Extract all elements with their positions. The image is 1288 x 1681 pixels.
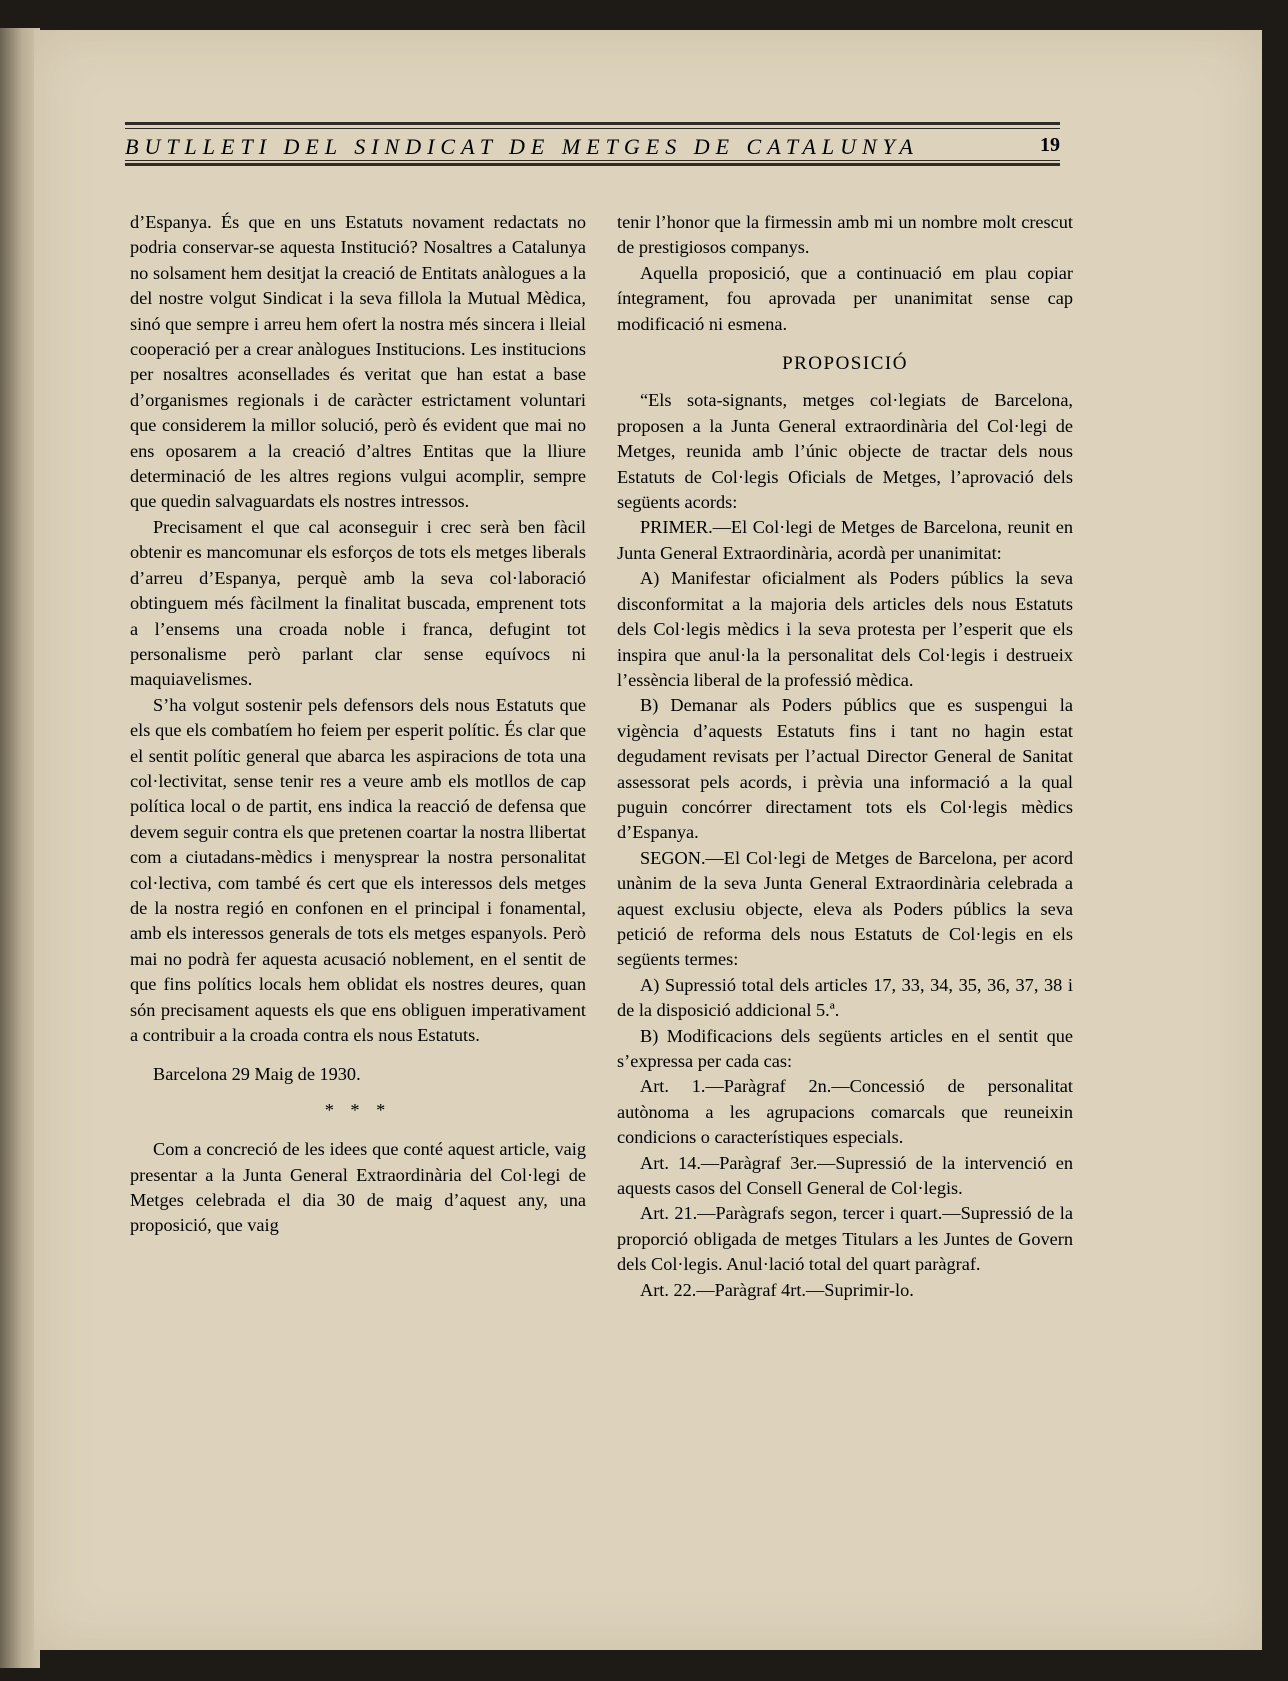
paragraph: B) Demanar als Poders públics que es suspengui la vigència d’aquests Estatuts fins i tant no hagin estat degudament revisats per l’actual Director General de Sanitat assessorat pels acords, i prèvia una informació a la qual puguin concórrer directament tots els Col·legis mèdics d’Espanya.: [617, 695, 1073, 843]
header-rule-top-thin: [125, 128, 1060, 129]
paragraph: Art. 21.—Paràgrafs segon, tercer i quart.—Supressió de la proporció obligada de metges Titulars a les Juntes de Govern dels Col·legis. Anul·lació total del quart paràgraf.: [617, 1203, 1073, 1275]
paragraph: Com a concreció de les idees que conté aquest article, vaig presentar a la Junta General Extraordinària del Col·legi de Metges celebrada el dia 30 de maig d’aquest any, una proposició, que vaig: [130, 1139, 586, 1236]
paragraph: Aquella proposició, que a continuació em plau copiar íntegrament, fou aprovada per unanimitat sense cap modificació ni esmena.: [617, 262, 1073, 334]
paragraph: d’Espanya. És que en uns Estatuts novament redactats no podria conservar-se aquesta Institució? Nosaltres a Catalunya no solsament hem desitjat la creació de Entitats anàlogues a la del nostre volgut Sindicat i la seva fillola la Mutual Mèdica, sinó que sempre i arreu hem ofert la nostra més sincera i lleial cooperació per a crear anàlogues Institucions. Les institucions per nosaltres aconsellades és veritat que han estat a base d’organismes regionals i de caràcter estrictament voluntari que considerem la millor solució, però és evident que mai no ens oposarem a la creació d’altres Entitas que la lliure determinació de les altres regions vulgui acomplir, sempre que quedin salvaguardats els nostres intressos.: [130, 212, 586, 512]
paragraph: SEGON.—El Col·legi de Metges de Barcelona, per acord unànim de la seva Junta General Extraordinària celebrada a aquest exclusiu objecte, eleva als Poders públics la seva petició de reforma dels nous Estatuts de Col·legis en els següents termes:: [617, 847, 1073, 970]
running-header: [125, 96, 1060, 168]
paragraph: S’ha volgut sostenir pels defensors dels nous Estatuts que els que els combatíem ho feiem per esperit polític. És clar que el sentit polític general que abarca les aspiracions de tota una col·lectivitat, sense tenir res a veure amb els motllos de cap política local o de partit, ens indica la reacció de defensa que devem seguir contra els que pretenen coartar la nostra llibertat com a ciutadans-mèdics i menysprear la nostra personalitat col·lectiva, com també és cert que els interessos dels metges de la nostra regió en confonen en el principal i fonamental, amb els interessos generals de tots els metges espanyols. Però mai no podrà fer aquesta acusació noblement, en el sentit de que fins polítics locals hem oblidat els nostres deures, quan són precisament aquests els que ens obliguen imperativament a contribuir a la croada contra els nous Estatuts.: [130, 694, 586, 1045]
paragraph: Art. 22.—Paràgraf 4rt.—Suprimir-lo.: [640, 1279, 914, 1300]
header-rule-top-thick: [125, 122, 1060, 125]
date-line: Barcelona 29 Maig de 1930.: [153, 1064, 361, 1085]
paragraph: B) Modificacions dels següents articles en el sentit que s’expressa per cada cas:: [617, 1025, 1073, 1071]
page-number: 19: [1040, 134, 1060, 156]
paragraph: A) Supressió total dels articles 17, 33, 34, 35, 36, 37, 38 i de la disposició addicional 5.ª.: [617, 974, 1073, 1021]
paragraph: Art. 1.—Paràgraf 2n.—Concessió de personalitat autònoma a les agrupacions comarcals que reuneixin condicions o característiques especials.: [617, 1076, 1073, 1148]
paragraph: tenir l’honor que la firmessin amb mi un nombre molt crescut de prestigiosos companys.: [617, 212, 1073, 258]
paragraph: PRIMER.—El Col·legi de Metges de Barcelona, reunit en Junta General Extraordinària, acordà per unanimitat:: [617, 517, 1073, 563]
section-heading: PROPOSICIÓ: [782, 353, 908, 375]
left-column: [130, 210, 586, 1239]
paragraph: “Els sota-signants, metges col·legiats de Barcelona, proposen a la Junta General extraordinària del Col·legi de Metges, reunida amb l’únic objecte de tractar dels nous Estatuts de Col·legis Oficials de Metges, l’aprovació dels següents acords:: [617, 390, 1073, 513]
paragraph: A) Manifestar oficialment als Poders públics la seva disconformitat a la majoria dels articles dels nous Estatuts dels Col·legis mèdics i la seva protesta per l’esperit que els inspira que anul·la la personalitat dels Col·legis i destrueix l’essència liberal de la professió mèdica.: [617, 568, 1073, 690]
header-rule-bottom-thick: [125, 163, 1060, 166]
journal-title: BUTLLETI DEL SINDICAT DE METGES DE CATALUNYA: [125, 134, 919, 159]
paragraph: Art. 14.—Paràgraf 3er.—Supressió de la intervenció en aquests casos del Consell General de Col·legis.: [617, 1152, 1073, 1199]
header-rule-bottom-thin: [125, 160, 1060, 161]
section-separator: * * *: [324, 1099, 392, 1120]
paragraph: Precisament el que cal aconseguir i crec serà ben fàcil obtenir es mancomunar els esforços de tots els metges liberals d’arreu d’Espanya, perquè amb la seva col·laboració obtinguem més fàcilment la finalitat buscada, emprenent tots a l’ensems una croada noble i franca, defugint tot personalisme però parlant clar sense equívocs ni maquiavelismes.: [130, 516, 586, 690]
right-column: [617, 210, 1073, 1303]
